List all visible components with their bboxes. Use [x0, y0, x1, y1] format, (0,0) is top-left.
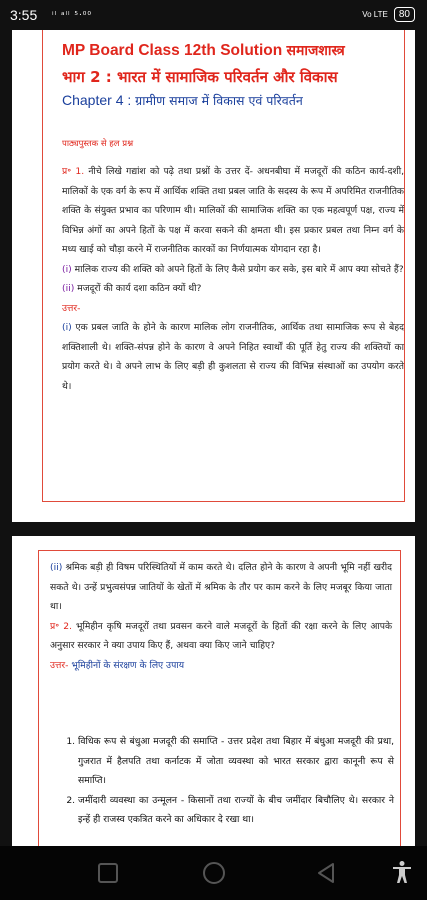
list-item: 1. विधिक रूप से बंधुआ मजदूरी की समाप्ति - उत्तर प्रदेश तथा बिहार में बंधुआ मजदूरी की प्रथा, गुजरात में हैलपति तथा कर्नाटक में जोता व्यवस्था को भारत सरकार द्वारा कानूनी रूप से समाप्ति।: [78, 732, 394, 791]
status-right: [362, 7, 415, 22]
answer-label: उत्तर-: [50, 659, 69, 671]
chapter-name: ग्रामीण समाज में विकास एवं परिवर्तन: [135, 93, 303, 108]
question-label: प्र॰ 2.: [50, 620, 72, 632]
question-label: प्र॰ 1.: [62, 166, 85, 177]
battery-icon: 80: [394, 7, 415, 22]
status-bar: [0, 0, 427, 30]
title-hindi: भाग 2 : भारत में सामाजिक परिवर्तन और विकास: [62, 68, 338, 86]
document-page-1[interactable]: [12, 30, 415, 522]
section-heading: पाठ्यपुस्तक से हल प्रश्न: [62, 139, 134, 149]
status-time: 3:55: [10, 7, 38, 23]
subquestion-label: (i): [62, 263, 72, 275]
answer-2-block: [50, 558, 392, 675]
question-text: भूमिहीन कृषि मजदूरों तथा प्रवसन करने वाले मजदूरों के हितों की रक्षा करने के लिए आपके अनुसार सरकार ने क्या उपाय किए हैं, अथवा क्या किए जाने चाहिए?: [50, 620, 393, 651]
navigation-bar: [0, 846, 427, 900]
answer-text: श्रमिक बड़ी ही विषम परिस्थितियों में काम करते थे। दलित होने के कारण वे अपनी भूमि नहीं खरीद सकते थे। उन्हें प्रभुत्वसंपन्न जातियों के खेतों में श्रमिक के तौर पर काम करने के लिए मजबूर किया जाता था।: [50, 562, 393, 612]
volte-icon: Vo LTE: [362, 10, 388, 19]
answer-sublabel: (ii): [50, 562, 63, 573]
answer-text: एक प्रबल जाति के होने के कारण मालिक लोग राजनीतिक, आर्थिक तथा सामाजिक रूप से बेहद शक्तिशाली थे। शक्ति-संपन्न होने के कारण वे अपने निहित स्वार्थों की पूर्ति हेतु राज्य की शक्तियों का प्रयोग करते थे। वे अपने लाभ के लिए बड़ी ही कुशलता से राज्य की विभिन्न संस्थाओं का उपयोग करते थे।: [62, 322, 404, 392]
back-icon: [316, 862, 336, 884]
chapter-title: [62, 88, 412, 113]
accessibility-icon: [391, 860, 413, 884]
back-button[interactable]: [316, 862, 336, 888]
answer-list-block: [58, 732, 394, 830]
accessibility-button[interactable]: [391, 860, 413, 888]
answer-sublabel: (i): [62, 322, 72, 333]
title-english: MP Board Class 12th Solution: [62, 42, 283, 59]
answer-list: [58, 732, 394, 830]
page-title: [62, 38, 412, 64]
answer-label: उत्तर-: [62, 302, 81, 314]
chapter-number: Chapter 4 :: [62, 92, 132, 108]
subquestion-label: (ii): [62, 283, 75, 294]
recent-apps-button[interactable]: [98, 863, 118, 883]
title-subject: समाजशास्त्र: [286, 43, 345, 59]
home-button[interactable]: [203, 862, 225, 884]
subquestion-text: मालिक राज्य की शक्ति को अपने हितों के लिए कैसे प्रयोग कर सके, इस बारे में आप क्या सोचते हैं?: [74, 263, 404, 275]
list-item: 2. जमींदारी व्यवस्था का उन्मूलन - किसानों तथा राज्यों के बीच जमींदार बिचौलिए थे। सरकार ने इन्हें ही राजस्व एकत्रित करने का अधिकार दे रखा था।: [78, 791, 394, 830]
answer-intro: भूमिहीनों के संरक्षण के लिए उपाय: [71, 659, 185, 671]
question-text: नीचे लिखे गद्यांश को पढ़े तथा प्रश्नों के उत्तर दें- अधनबीघा में मजदूरों की कठिन कार्य-दशी, मालिकों के एक वर्ग के रूप में आर्थिक शक्ति तथा प्रबल जाति के सदस्य के रूप में अपरिमित राजनीतिक शक्ति के संयुक्त प्रभाव का परिणाम थी। मालिकों की सामाजिक शक्ति का एक महत्वपूर्ण पक्ष, राज्य में विभिन्न अंगों का अपने हितों के पक्ष में करवा सकने की क्षमता थी। इस प्रकार प्रबल तथा निम्न वर्ग के मध्य खाई को चौड़ा करने में राजनीतिक कारकों का निर्णयात्मक योगदान रहा है।: [62, 166, 404, 255]
question-1-block: [62, 162, 404, 396]
subquestion-text: मजदूरों की कार्य दशा कठिन क्यों थी?: [77, 283, 202, 294]
signal-icon: ᵢₗ ₐₗₗ ₅.₀₀: [52, 8, 93, 18]
